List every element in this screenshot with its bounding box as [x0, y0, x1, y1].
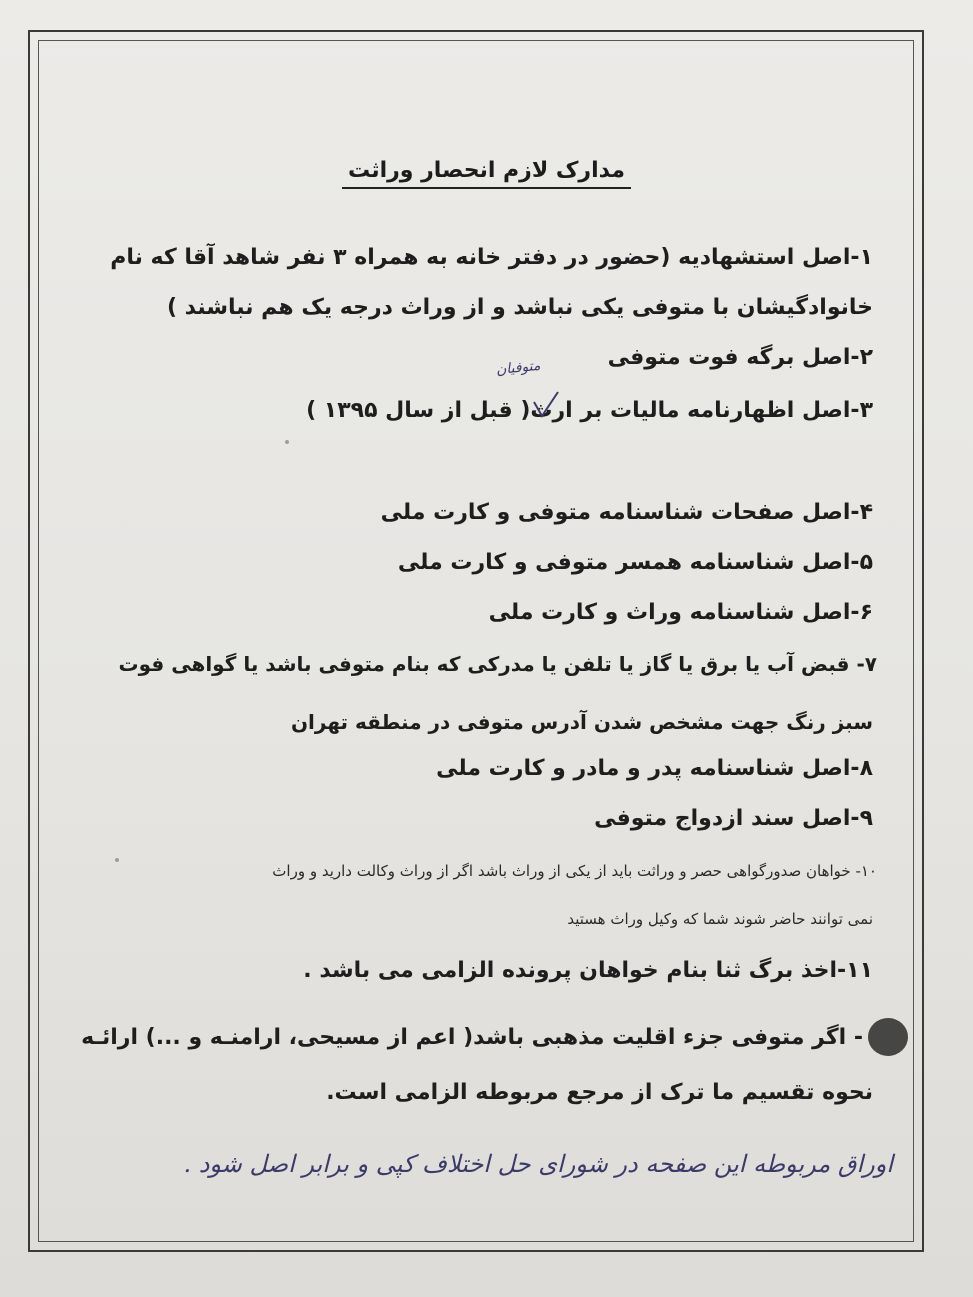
- item-2: ۲-اصل برگه فوت متوفی: [607, 345, 873, 370]
- item-7-line-2: سبز رنگ جهت مشخص شدن آدرس متوفی در منطقه تهران: [290, 710, 873, 734]
- item-9: ۹-اصل سند ازدواج متوفی: [594, 806, 873, 831]
- check-mark-icon: [532, 390, 560, 420]
- item-3: ۳-اصل اظهارنامه مالیات بر ارث( قبل از سال ۱۳۹۵ ): [306, 398, 873, 423]
- item-8: ۸-اصل شناسنامه پدر و مادر و کارت ملی: [436, 756, 873, 781]
- paper-speck: [115, 858, 119, 862]
- item-5: ۵-اصل شناسنامه همسر متوفی و کارت ملی: [397, 550, 873, 575]
- item-4: ۴-اصل صفحات شناسنامه متوفی و کارت ملی: [380, 500, 873, 525]
- handwritten-margin-note: متوفیان: [495, 357, 542, 379]
- item-10-line-1: ۱۰- خواهان صدورگواهی حصر و وراثت باید از یکی از وراث باشد اگر از وراث وکالت دارید و وراث: [272, 862, 877, 880]
- item-11: ۱۱-اخذ برگ ثنا بنام خواهان پرونده الزامی می باشد .: [303, 958, 873, 983]
- item-6: ۶-اصل شناسنامه وراث و کارت ملی: [488, 600, 873, 625]
- item-12-line-2: نحوه تقسیم ما ترک از مرجع مربوطه الزامی است.: [326, 1080, 873, 1105]
- item-7-line-1: ۷- قبض آب یا برق یا گاز یا تلفن یا مدرکی که بنام متوفی باشد یا گواهی فوت: [118, 652, 877, 676]
- document-title: مدارک لازم انحصار وراثت: [0, 158, 973, 183]
- item-10-line-2: نمی توانند حاضر شوند شما که وکیل وراث هستید: [567, 910, 873, 928]
- page-border-inner: [38, 40, 914, 1242]
- item-12-line-1: - اگر متوفی جزء اقلیت مذهبی باشد( اعم از مسیحی، ارامنـه و ...) ارائـه: [81, 1025, 863, 1050]
- item-1-line-1: ۱-اصل استشهادیه (حضور در دفتر خانه به همراه ۳ نفر شاهد آقا که نام: [110, 245, 873, 270]
- paper-speck: [285, 440, 289, 444]
- item-1-line-2: خانوادگیشان با متوفی یکی نباشد و از وراث درجه یک هم نباشند ): [166, 295, 873, 320]
- handwritten-footer-note: اوراق مربوطه این صفحه در شورای حل اختلاف کپی و برابر اصل شود .: [183, 1150, 893, 1178]
- ink-blot: [868, 1018, 908, 1056]
